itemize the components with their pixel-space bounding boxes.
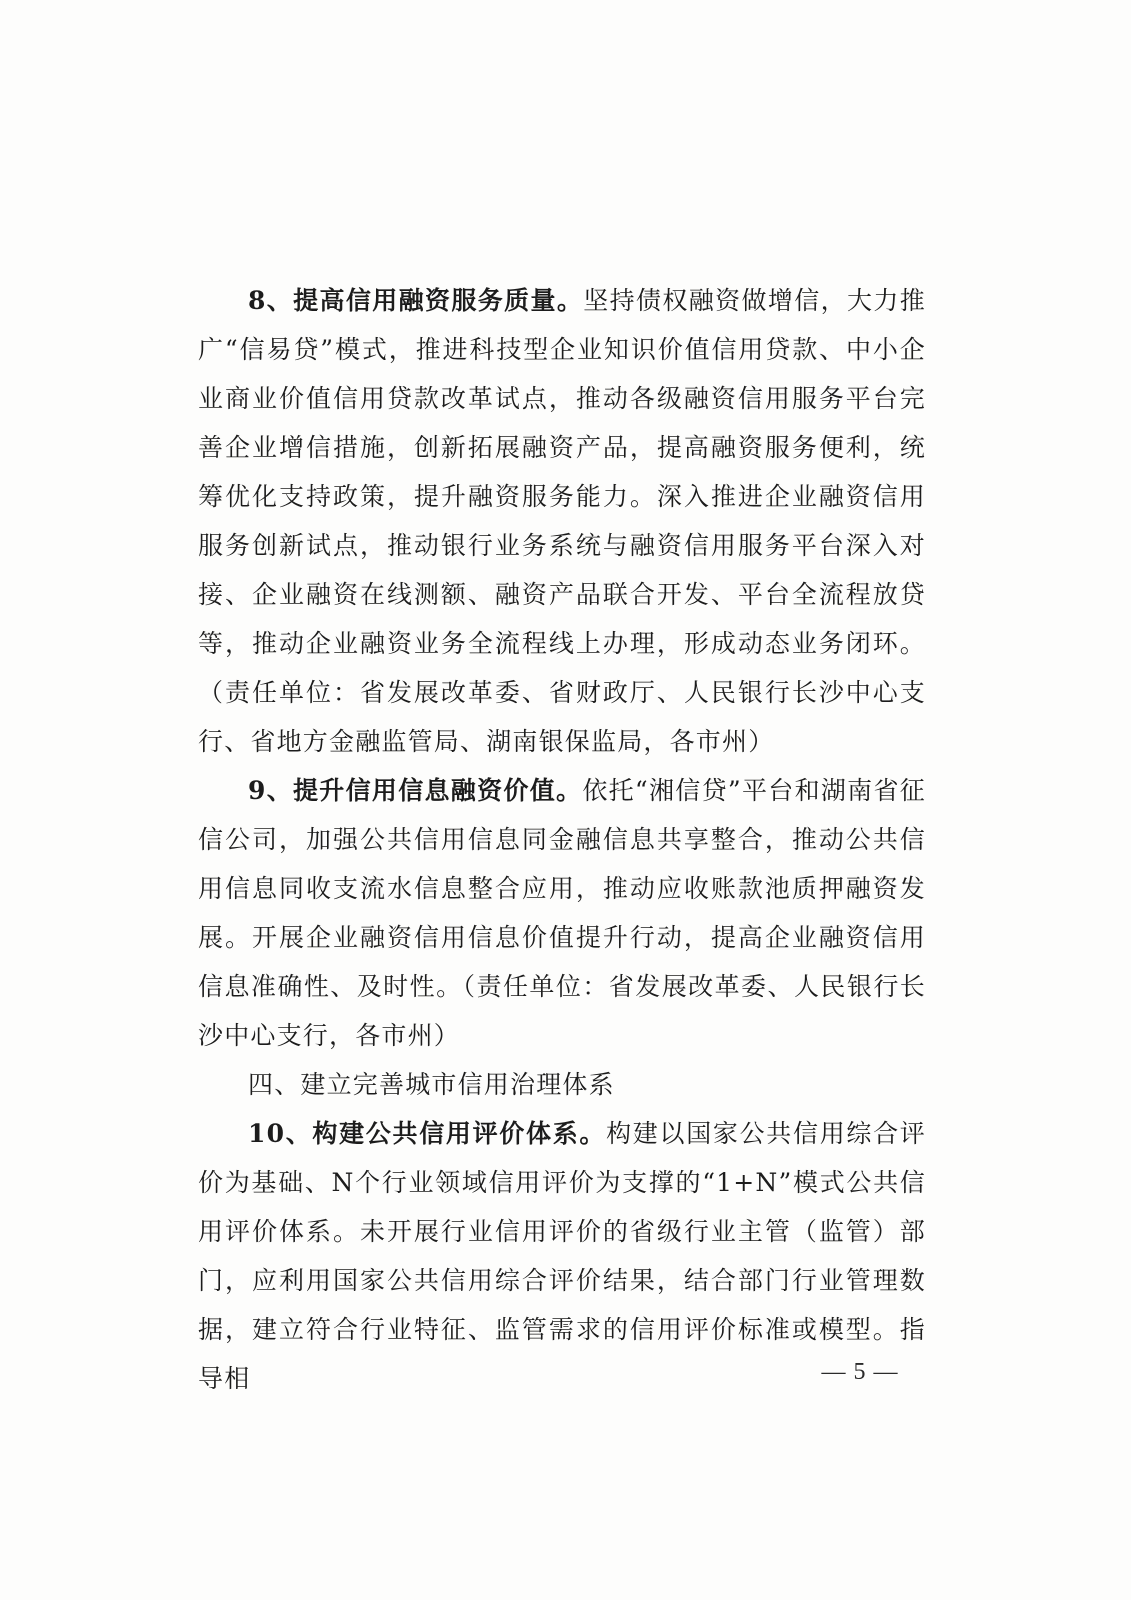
paragraph-lead: 9、提升信用信息融资价值。 <box>248 776 583 805</box>
paragraph-item-9 <box>198 766 926 1060</box>
paragraph-text: 构建以国家公共信用综合评价为基础、N个行业领域信用评价为支撑的“1+N”模式公共信用评价体系。未开展行业信用评价的省级行业主管（监管）部门，应利用国家公共信用综合评价结果，结合部门行业管理数据，建立符合行业特征、监管需求的信用评价标准或模型。指导相 <box>198 1119 926 1393</box>
paragraph-item-8 <box>198 276 926 766</box>
paragraph-text: 坚持债权融资做增信，大力推广“信易贷”模式，推进科技型企业知识价值信用贷款、中小企业商业价值信用贷款改革试点，推动各级融资信用服务平台完善企业增信措施，创新拓展融资产品，提高融资服务便利，统筹优化支持政策，提升融资服务能力。深入推进企业融资信用服务创新试点，推动银行业务系统与融资信用服务平台深入对接、企业融资在线测额、融资产品联合开发、平台全流程放贷等，推动企业融资业务全流程线上办理，形成动态业务闭环。（责任单位：省发展改革委、省财政厅、人民银行长沙中心支行、省地方金融监管局、湖南银保监局，各市州） <box>198 286 926 756</box>
paragraph-lead: 8、提高信用融资服务质量。 <box>248 286 584 315</box>
document-body <box>198 276 926 1403</box>
paragraph-text: 依托“湘信贷”平台和湖南省征信公司，加强公共信用信息同金融信息共享整合，推动公共信用信息同收支流水信息整合应用，推动应收账款池质押融资发展。开展企业融资信用信息价值提升行动，提高企业融资信用信息准确性、及时性。（责任单位：省发展改革委、人民银行长沙中心支行，各市州） <box>198 776 926 1050</box>
page-number: — 5 — <box>821 1359 899 1385</box>
paragraph-lead: 10、构建公共信用评价体系。 <box>248 1119 607 1148</box>
section-heading: 四、建立完善城市信用治理体系 <box>248 1070 615 1099</box>
